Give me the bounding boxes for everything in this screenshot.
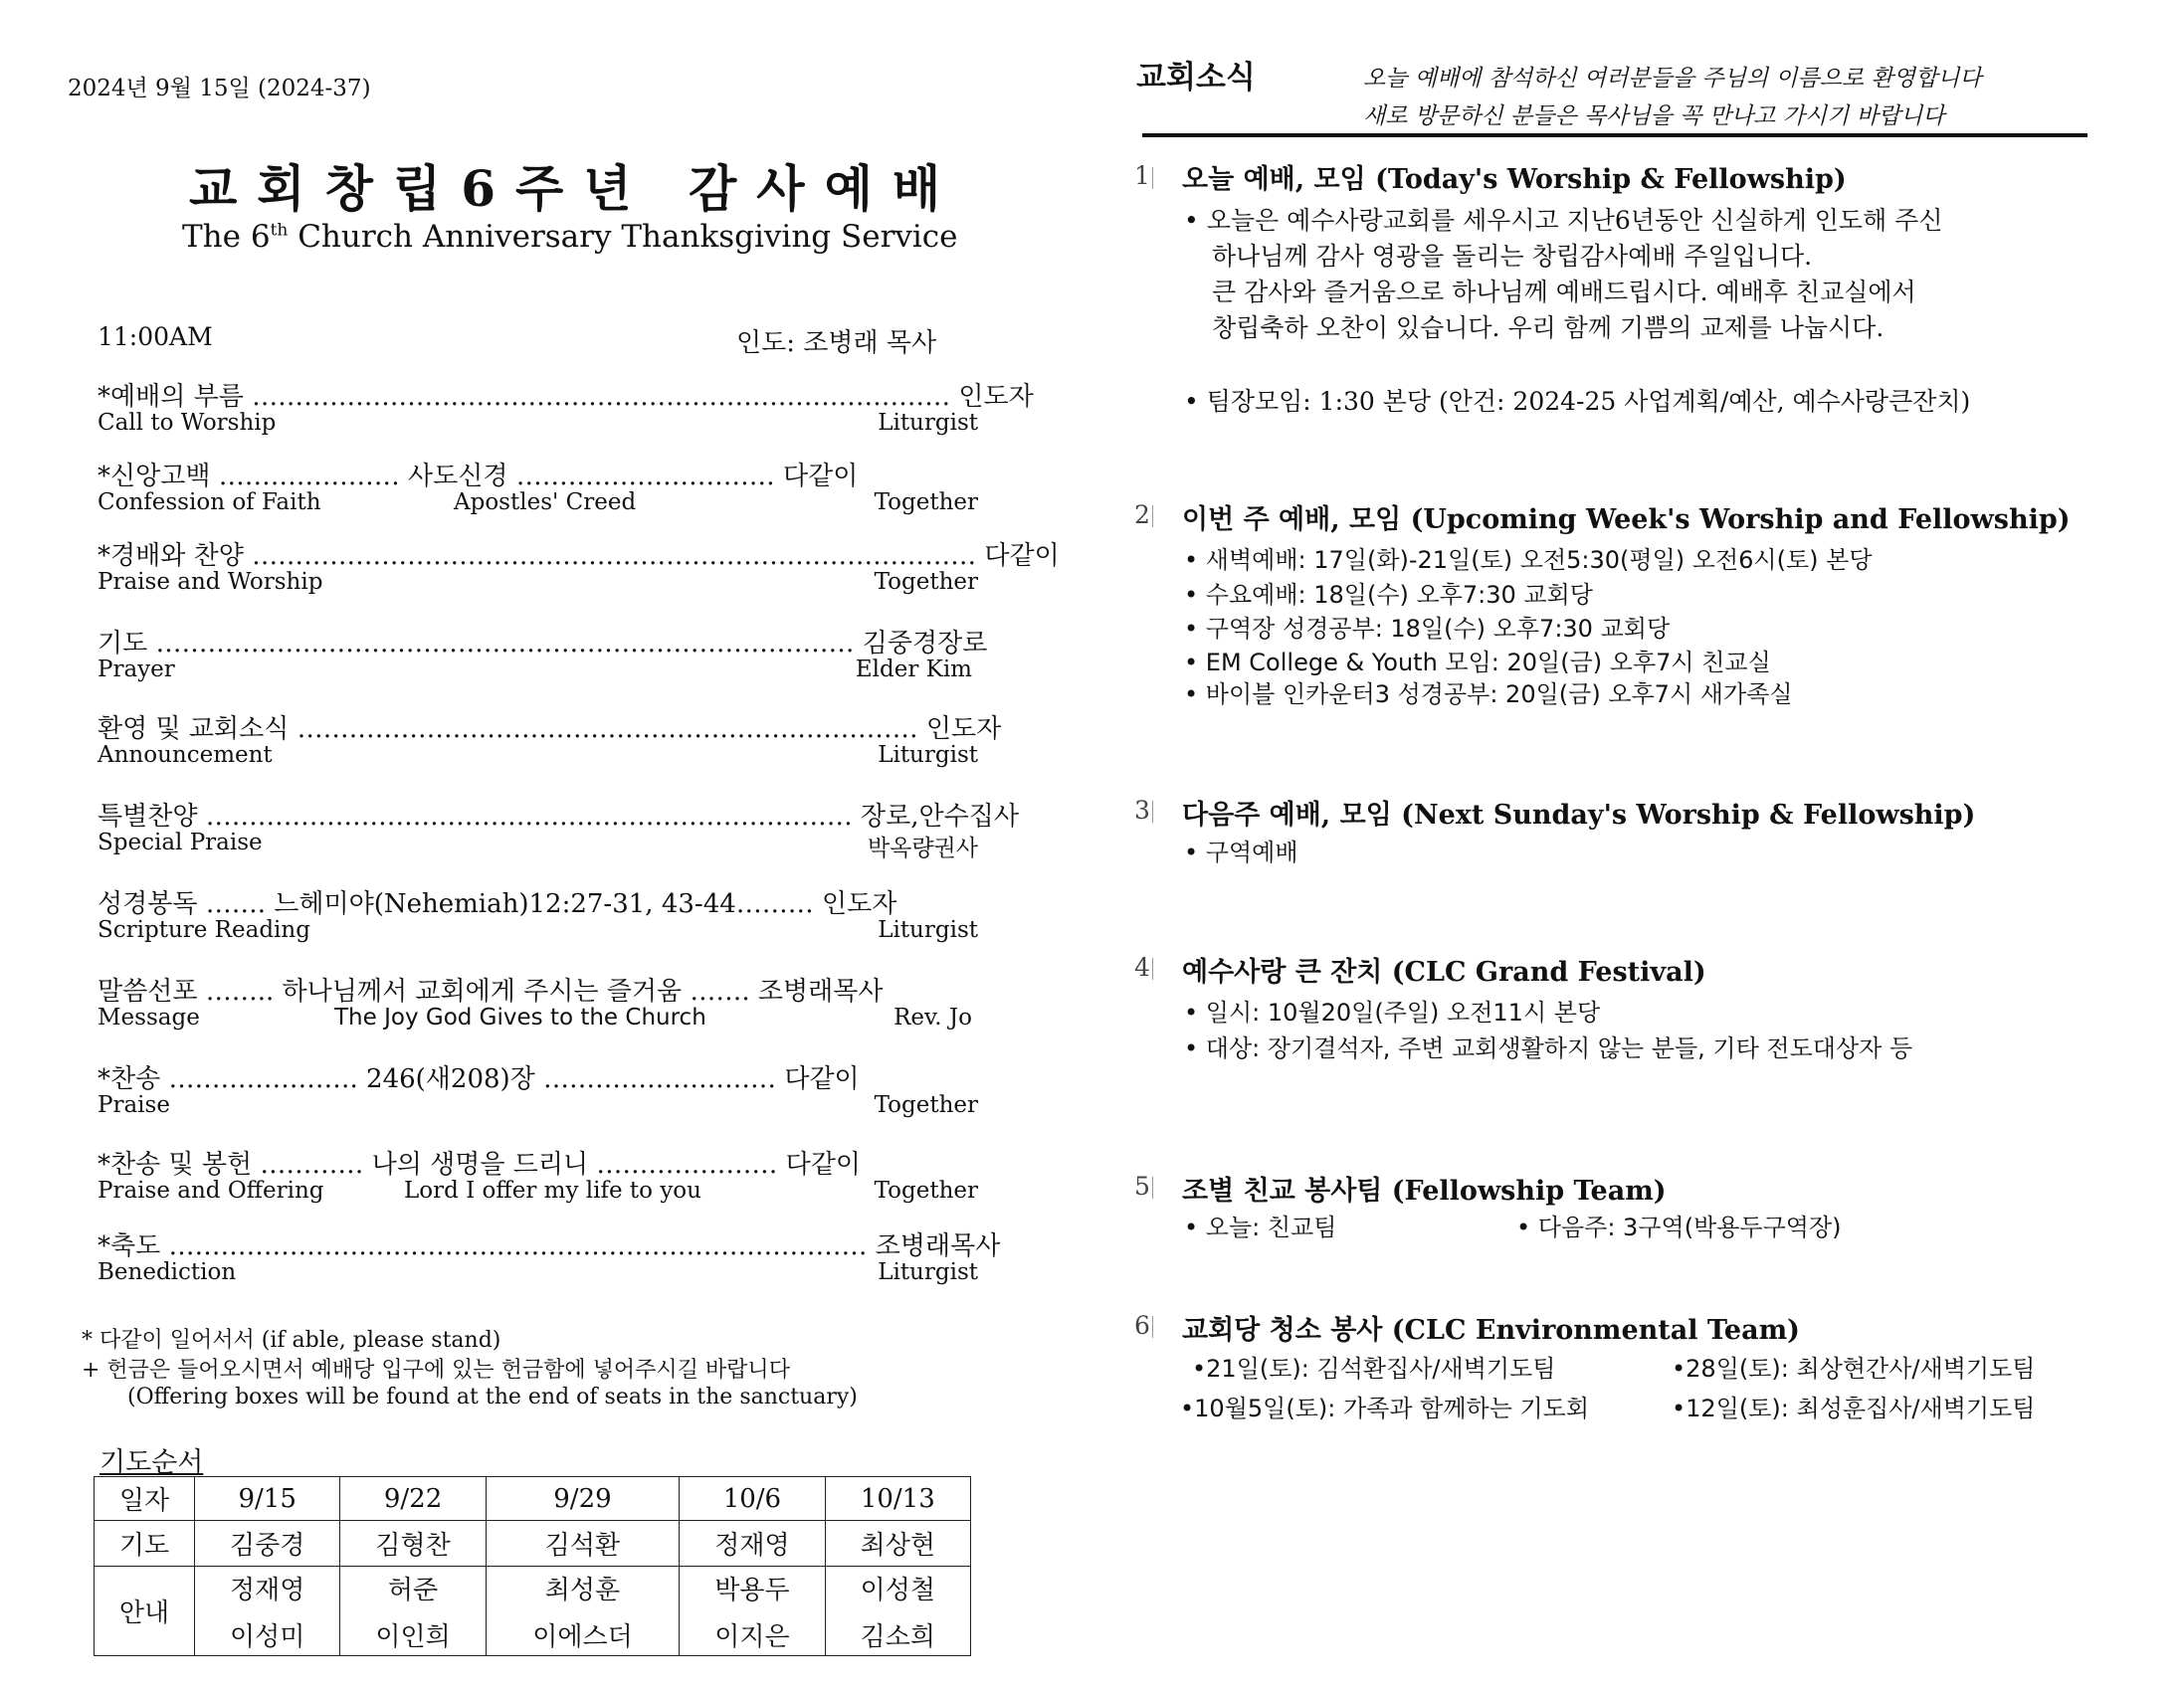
worship-item-offering: *찬송 및 봉헌 ………… 나의 생명을 드리니 ………………… 다같이 Praise and Offering Lord I offer my life to you Together xyxy=(98,1150,978,1204)
service-leader: 인도: 조병래 목사 xyxy=(736,328,937,358)
worship-item-scripture: 성경봉독 ……. 느헤미야(Nehemiah)12:27-31, 43-44……… 인도자 Scripture Reading Liturgist xyxy=(98,889,978,943)
section-1-line: • 오늘은 예수사랑교회를 세우시고 지난6년동안 신실하게 인도해 주신 xyxy=(1184,206,1943,235)
section-2-line: • 바이블 인카운터3 성경공부: 20일(금) 오후7시 새가족실 xyxy=(1184,680,1793,708)
section-2-line: • 수요예배: 18일(수) 오후7:30 교회당 xyxy=(1184,581,1593,609)
table-row: 안내 정재영 이성미 허준 이인희 최성훈 이에스더 박용두 이지은 이성철 김소희 xyxy=(95,1567,971,1656)
section-2-line: • 구역장 성경공부: 18일(수) 오후7:30 교회당 xyxy=(1184,615,1671,643)
section-4-line: • 일시: 10월20일(주일) 오전11시 본당 xyxy=(1184,999,1601,1027)
section-3-line: • 구역예배 xyxy=(1184,839,1298,866)
table-row: 일자 9/15 9/22 9/29 10/6 10/13 xyxy=(95,1477,971,1521)
worship-item-message: 말씀선포 …….. 하나님께서 교회에게 주시는 즐거움 ……. 조병래목사 Message The Joy God Gives to the Church Rev. Jo xyxy=(98,977,972,1031)
bulletin-date: 2024년 9월 15일 (2024-37) xyxy=(68,76,371,101)
worship-item-special-praise: 특별찬양 ………………………………………………………………… 장로,안수집사 Special Praise 박옥량권사 xyxy=(98,802,1019,861)
section-5-line: • 다음주: 3구역(박용두구역장) xyxy=(1516,1214,1842,1241)
welcome-line-2: 새로 방문하신 분들은 목사님을 꼭 만나고 가시기 바랍니다 xyxy=(1363,103,1945,129)
worship-item-confession: *신앙고백 ………………… 사도신경 ………………………… 다같이 Confession of Faith Apostles' Creed Together xyxy=(98,462,978,515)
note-offering-english: (Offering boxes will be found at the end of seats in the sanctuary) xyxy=(127,1385,858,1409)
section-1-line: • 팀장모임: 1:30 본당 (안건: 2024-25 사업계획/예산, 예수사랑큰잔치) xyxy=(1184,387,1971,416)
service-title-english: The 6th Church Anniversary Thanksgiving Service xyxy=(182,219,958,255)
section-3-title: 다음주 예배, 모임 (Next Sunday's Worship & Fellowship) xyxy=(1182,800,1976,831)
section-4-number: 4 xyxy=(1134,953,1150,982)
section-3-number: 3 xyxy=(1134,796,1150,825)
table-row: 기도 김중경 김형찬 김석환 정재영 최상현 xyxy=(95,1521,971,1567)
note-stand: * 다같이 일어서서 (if able, please stand) xyxy=(82,1328,501,1353)
worship-item-praise-worship: *경배와 찬양 ………………………………………………………………………… 다같이 Praise and Worship Together xyxy=(98,541,1060,595)
section-1-title: 오늘 예배, 모임 (Today's Worship & Fellowship) xyxy=(1182,164,1847,195)
prayer-schedule-title: 기도순서 xyxy=(99,1447,204,1478)
section-6-line: •28일(토): 최상현간사/새벽기도팀 xyxy=(1672,1355,2036,1383)
section-2-line: • 새벽예배: 17일(화)-21일(토) 오전5:30(평일) 오전6시(토) 본당 xyxy=(1184,546,1873,574)
section-6-number: 6 xyxy=(1134,1311,1150,1340)
worship-item-prayer: 기도 ……………………………………………………………………… 김중경장로 Prayer Elder Kim xyxy=(98,629,988,682)
section-marker xyxy=(1152,801,1153,823)
worship-item-benediction: *축도 ……………………………………………………………………… 조병래목사 Benediction Liturgist xyxy=(98,1231,1001,1285)
service-time: 11:00AM xyxy=(98,322,213,351)
section-1-number: 1 xyxy=(1134,161,1150,190)
note-offering: + 헌금은 들어오시면서 예배당 입구에 있는 헌금함에 넣어주시길 바랍니다 xyxy=(82,1358,790,1383)
section-4-title: 예수사랑 큰 잔치 (CLC Grand Festival) xyxy=(1182,957,1706,988)
section-2-line: • EM College & Youth 모임: 20일(금) 오후7시 친교실 xyxy=(1184,649,1771,676)
section-5-line: • 오늘: 친교팀 xyxy=(1184,1214,1337,1241)
section-marker xyxy=(1152,1316,1153,1338)
welcome-line-1: 오늘 예배에 참석하신 여러분들을 주님의 이름으로 환영합니다 xyxy=(1363,66,1982,92)
section-6-line: •10월5일(토): 가족과 함께하는 기도회 xyxy=(1180,1395,1590,1422)
section-6-title: 교회당 청소 봉사 (CLC Environmental Team) xyxy=(1182,1315,1800,1346)
section-marker xyxy=(1152,167,1153,189)
section-1-line: 하나님께 감사 영광을 돌리는 창립감사예배 주일입니다. xyxy=(1212,242,1813,271)
section-6-line: •12일(토): 최성훈집사/새벽기도팀 xyxy=(1672,1395,2036,1422)
section-5-title: 조별 친교 봉사팀 (Fellowship Team) xyxy=(1182,1176,1667,1207)
section-4-line: • 대상: 장기결석자, 주변 교회생활하지 않는 분들, 기타 전도대상자 등 xyxy=(1184,1034,1913,1062)
section-5-number: 5 xyxy=(1134,1172,1150,1201)
prayer-schedule-table xyxy=(94,1476,971,1656)
section-marker xyxy=(1152,1177,1153,1199)
news-title: 교회소식 xyxy=(1136,60,1256,95)
section-marker xyxy=(1152,505,1153,527)
section-2-title: 이번 주 예배, 모임 (Upcoming Week's Worship and Fellowship) xyxy=(1182,504,2071,535)
news-divider xyxy=(1142,133,2087,137)
worship-item-announcement: 환영 및 교회소식 ……………………………………………………………… 인도자 Announcement Liturgist xyxy=(98,714,1002,768)
section-6-line: •21일(토): 김석환집사/새벽기도팀 xyxy=(1192,1355,1556,1383)
worship-item-hymn: *찬송 …………………. 246(새208)장 ……………………… 다같이 Praise Together xyxy=(98,1064,978,1118)
service-title-korean: 교회창립6주년 감사예배 xyxy=(189,159,961,218)
section-2-number: 2 xyxy=(1134,500,1150,529)
section-marker xyxy=(1152,958,1153,980)
worship-item-call: *예배의 부름 ……………………………………………………………………… 인도자 Call to Worship Liturgist xyxy=(98,382,1034,436)
section-1-line: 큰 감사와 즐거움으로 하나님께 예배드립시다. 예배후 친교실에서 xyxy=(1212,278,1916,306)
section-1-line: 창립축하 오찬이 있습니다. 우리 함께 기쁨의 교제를 나눕시다. xyxy=(1212,313,1885,342)
